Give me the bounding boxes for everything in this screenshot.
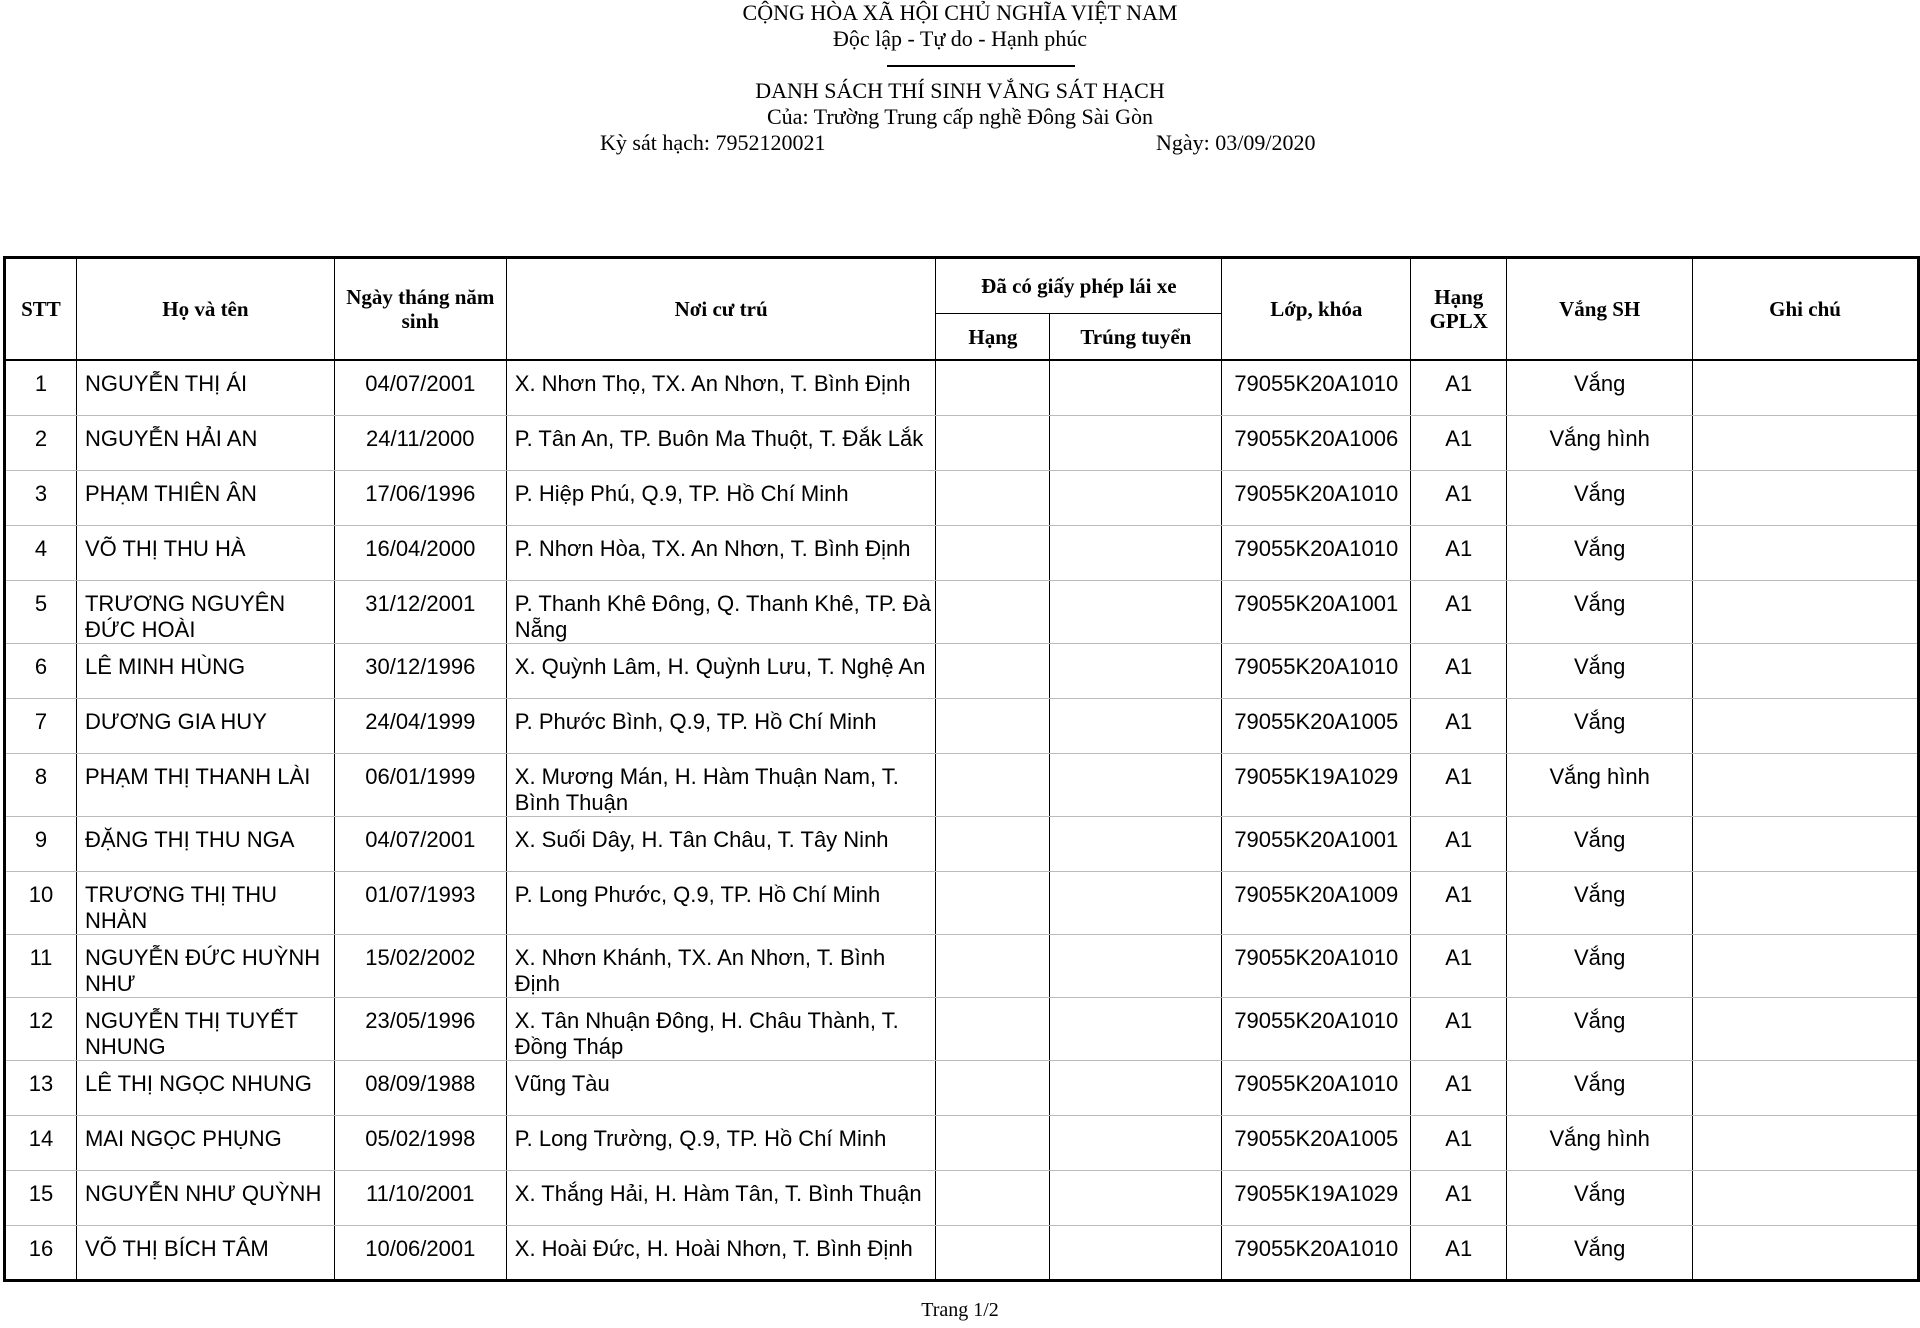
col-absent: Vắng SH: [1507, 258, 1693, 361]
cell-name: NGUYỄN HẢI AN: [76, 415, 334, 470]
cell-license-class: [936, 1060, 1050, 1115]
cell-gplx: A1: [1411, 470, 1507, 525]
cell-residence: P. Hiệp Phú, Q.9, TP. Hồ Chí Minh: [506, 470, 936, 525]
cell-residence: P. Phước Bình, Q.9, TP. Hồ Chí Minh: [506, 698, 936, 753]
cell-stt: 11: [5, 934, 77, 997]
table-row: [5, 1225, 1919, 1280]
cell-name: VÕ THỊ BÍCH TÂM: [76, 1225, 334, 1280]
exam-session: Kỳ sát hạch: 7952120021: [600, 130, 826, 155]
cell-name: ĐẶNG THỊ THU NGA: [76, 816, 334, 871]
col-name: Họ và tên: [76, 258, 334, 361]
cell-stt: 16: [5, 1225, 77, 1280]
cell-name: NGUYỄN THỊ TUYẾT NHUNG: [76, 997, 334, 1060]
cell-residence: P. Thanh Khê Đông, Q. Thanh Khê, TP. Đà Nẵng: [506, 580, 936, 643]
cell-residence: X. Hoài Đức, H. Hoài Nhơn, T. Bình Định: [506, 1225, 936, 1280]
cell-name: PHẠM THỊ THANH LÀI: [76, 753, 334, 816]
col-license-group: Đã có giấy phép lái xe: [936, 258, 1222, 314]
cell-dob: 10/06/2001: [334, 1225, 506, 1280]
cell-class-course: 79055K20A1006: [1222, 415, 1411, 470]
cell-name: LÊ THỊ NGỌC NHUNG: [76, 1060, 334, 1115]
cell-stt: 10: [5, 871, 77, 934]
cell-license-pass: [1050, 1225, 1222, 1280]
cell-license-class: [936, 525, 1050, 580]
cell-residence: Vũng Tàu: [506, 1060, 936, 1115]
table-row: [5, 360, 1919, 415]
cell-license-pass: [1050, 415, 1222, 470]
cell-license-pass: [1050, 360, 1222, 415]
cell-dob: 04/07/2001: [334, 816, 506, 871]
cell-dob: 06/01/1999: [334, 753, 506, 816]
cell-class-course: 79055K20A1010: [1222, 470, 1411, 525]
cell-gplx: A1: [1411, 871, 1507, 934]
cell-license-pass: [1050, 1060, 1222, 1115]
cell-stt: 4: [5, 525, 77, 580]
cell-absent: Vắng: [1507, 1225, 1693, 1280]
absent-candidates-table: [3, 256, 1920, 1282]
col-class-course: Lớp, khóa: [1222, 258, 1411, 361]
cell-dob: 11/10/2001: [334, 1170, 506, 1225]
cell-name: PHẠM THIÊN ÂN: [76, 470, 334, 525]
cell-gplx: A1: [1411, 698, 1507, 753]
cell-stt: 6: [5, 643, 77, 698]
cell-dob: 17/06/1996: [334, 470, 506, 525]
cell-class-course: 79055K20A1001: [1222, 580, 1411, 643]
table-row: [5, 871, 1919, 934]
cell-license-pass: [1050, 1170, 1222, 1225]
cell-note: [1693, 816, 1919, 871]
cell-residence: X. Nhơn Thọ, TX. An Nhơn, T. Bình Định: [506, 360, 936, 415]
cell-note: [1693, 643, 1919, 698]
cell-dob: 05/02/1998: [334, 1115, 506, 1170]
cell-license-pass: [1050, 525, 1222, 580]
cell-class-course: 79055K20A1001: [1222, 816, 1411, 871]
cell-gplx: A1: [1411, 1060, 1507, 1115]
cell-license-class: [936, 997, 1050, 1060]
cell-license-pass: [1050, 643, 1222, 698]
cell-stt: 8: [5, 753, 77, 816]
cell-license-class: [936, 415, 1050, 470]
cell-gplx: A1: [1411, 816, 1507, 871]
table-row: [5, 753, 1919, 816]
cell-gplx: A1: [1411, 1170, 1507, 1225]
cell-stt: 5: [5, 580, 77, 643]
cell-name: DƯƠNG GIA HUY: [76, 698, 334, 753]
cell-license-pass: [1050, 470, 1222, 525]
cell-residence: P. Long Phước, Q.9, TP. Hồ Chí Minh: [506, 871, 936, 934]
cell-note: [1693, 415, 1919, 470]
cell-dob: 01/07/1993: [334, 871, 506, 934]
cell-license-pass: [1050, 1115, 1222, 1170]
page-number: Trang 1/2: [921, 1299, 999, 1321]
cell-license-class: [936, 360, 1050, 415]
cell-gplx: A1: [1411, 753, 1507, 816]
cell-residence: X. Thắng Hải, H. Hàm Tân, T. Bình Thuận: [506, 1170, 936, 1225]
cell-residence: P. Long Trường, Q.9, TP. Hồ Chí Minh: [506, 1115, 936, 1170]
cell-gplx: A1: [1411, 415, 1507, 470]
cell-absent: Vắng hình: [1507, 1115, 1693, 1170]
cell-absent: Vắng: [1507, 871, 1693, 934]
cell-note: [1693, 997, 1919, 1060]
cell-gplx: A1: [1411, 580, 1507, 643]
cell-license-pass: [1050, 997, 1222, 1060]
cell-class-course: 79055K20A1005: [1222, 698, 1411, 753]
cell-dob: 08/09/1988: [334, 1060, 506, 1115]
cell-stt: 15: [5, 1170, 77, 1225]
cell-note: [1693, 1060, 1919, 1115]
cell-absent: Vắng: [1507, 643, 1693, 698]
table-row: [5, 816, 1919, 871]
cell-license-class: [936, 871, 1050, 934]
cell-class-course: 79055K20A1010: [1222, 525, 1411, 580]
cell-note: [1693, 360, 1919, 415]
header-divider: [887, 65, 1075, 67]
col-note: Ghi chú: [1693, 258, 1919, 361]
table-row: [5, 997, 1919, 1060]
cell-class-course: 79055K20A1010: [1222, 643, 1411, 698]
cell-class-course: 79055K19A1029: [1222, 1170, 1411, 1225]
cell-license-pass: [1050, 698, 1222, 753]
cell-absent: Vắng: [1507, 1170, 1693, 1225]
cell-license-class: [936, 643, 1050, 698]
cell-dob: 31/12/2001: [334, 580, 506, 643]
cell-gplx: A1: [1411, 997, 1507, 1060]
cell-stt: 13: [5, 1060, 77, 1115]
cell-residence: X. Quỳnh Lâm, H. Quỳnh Lưu, T. Nghệ An: [506, 643, 936, 698]
cell-residence: X. Suối Dây, H. Tân Châu, T. Tây Ninh: [506, 816, 936, 871]
cell-absent: Vắng: [1507, 698, 1693, 753]
table-row: [5, 643, 1919, 698]
cell-note: [1693, 470, 1919, 525]
cell-license-class: [936, 816, 1050, 871]
exam-date: Ngày: 03/09/2020: [1156, 130, 1316, 155]
cell-residence: X. Tân Nhuận Đông, H. Châu Thành, T. Đồng Tháp: [506, 997, 936, 1060]
table-header: [5, 258, 1919, 361]
cell-dob: 15/02/2002: [334, 934, 506, 997]
table-row: [5, 1170, 1919, 1225]
cell-license-pass: [1050, 753, 1222, 816]
cell-dob: 30/12/1996: [334, 643, 506, 698]
cell-gplx: A1: [1411, 525, 1507, 580]
col-stt: STT: [5, 258, 77, 361]
cell-class-course: 79055K19A1029: [1222, 753, 1411, 816]
cell-license-class: [936, 1115, 1050, 1170]
table-row: [5, 580, 1919, 643]
cell-residence: P. Nhơn Hòa, TX. An Nhơn, T. Bình Định: [506, 525, 936, 580]
cell-dob: 24/04/1999: [334, 698, 506, 753]
cell-stt: 3: [5, 470, 77, 525]
cell-license-class: [936, 698, 1050, 753]
table-row: [5, 1115, 1919, 1170]
cell-class-course: 79055K20A1009: [1222, 871, 1411, 934]
cell-class-course: 79055K20A1010: [1222, 1060, 1411, 1115]
cell-absent: Vắng: [1507, 816, 1693, 871]
col-dob: Ngày tháng năm sinh: [334, 258, 506, 361]
cell-note: [1693, 580, 1919, 643]
cell-stt: 7: [5, 698, 77, 753]
cell-note: [1693, 1115, 1919, 1170]
cell-dob: 16/04/2000: [334, 525, 506, 580]
cell-name: MAI NGỌC PHỤNG: [76, 1115, 334, 1170]
cell-absent: Vắng: [1507, 470, 1693, 525]
cell-dob: 23/05/1996: [334, 997, 506, 1060]
table-body: [5, 360, 1919, 1280]
cell-absent: Vắng hình: [1507, 415, 1693, 470]
cell-stt: 2: [5, 415, 77, 470]
cell-class-course: 79055K20A1010: [1222, 1225, 1411, 1280]
cell-license-class: [936, 753, 1050, 816]
cell-class-course: 79055K20A1010: [1222, 997, 1411, 1060]
cell-license-class: [936, 1170, 1050, 1225]
cell-license-pass: [1050, 580, 1222, 643]
cell-residence: X. Nhơn Khánh, TX. An Nhơn, T. Bình Định: [506, 934, 936, 997]
cell-name: NGUYỄN THỊ ÁI: [76, 360, 334, 415]
cell-dob: 04/07/2001: [334, 360, 506, 415]
cell-absent: Vắng: [1507, 580, 1693, 643]
cell-license-class: [936, 580, 1050, 643]
cell-stt: 14: [5, 1115, 77, 1170]
cell-name: NGUYỄN NHƯ QUỲNH: [76, 1170, 334, 1225]
cell-gplx: A1: [1411, 1225, 1507, 1280]
cell-note: [1693, 1225, 1919, 1280]
col-residence: Nơi cư trú: [506, 258, 936, 361]
col-gplx-class: Hạng GPLX: [1411, 258, 1507, 361]
table-row: [5, 470, 1919, 525]
organization-name: Của: Trường Trung cấp nghề Đông Sài Gòn: [767, 104, 1153, 129]
cell-class-course: 79055K20A1010: [1222, 934, 1411, 997]
cell-name: TRƯƠNG THỊ THU NHÀN: [76, 871, 334, 934]
cell-absent: Vắng: [1507, 525, 1693, 580]
col-license-class: Hạng: [936, 314, 1050, 361]
cell-note: [1693, 698, 1919, 753]
cell-note: [1693, 871, 1919, 934]
national-motto: Độc lập - Tự do - Hạnh phúc: [832, 26, 1088, 51]
cell-absent: Vắng hình: [1507, 753, 1693, 816]
cell-stt: 1: [5, 360, 77, 415]
table-row: [5, 525, 1919, 580]
country-name: CỘNG HÒA XÃ HỘI CHỦ NGHĨA VIỆT NAM: [742, 0, 1178, 25]
cell-license-pass: [1050, 934, 1222, 997]
cell-absent: Vắng: [1507, 934, 1693, 997]
table-row: [5, 698, 1919, 753]
cell-gplx: A1: [1411, 360, 1507, 415]
cell-license-class: [936, 470, 1050, 525]
cell-gplx: A1: [1411, 1115, 1507, 1170]
cell-absent: Vắng: [1507, 1060, 1693, 1115]
cell-gplx: A1: [1411, 643, 1507, 698]
cell-name: TRƯƠNG NGUYÊN ĐỨC HOÀI: [76, 580, 334, 643]
cell-license-class: [936, 934, 1050, 997]
cell-note: [1693, 1170, 1919, 1225]
cell-license-class: [936, 1225, 1050, 1280]
cell-class-course: 79055K20A1010: [1222, 360, 1411, 415]
document-title: DANH SÁCH THÍ SINH VẮNG SÁT HẠCH: [755, 78, 1165, 103]
cell-note: [1693, 525, 1919, 580]
cell-absent: Vắng: [1507, 997, 1693, 1060]
cell-stt: 9: [5, 816, 77, 871]
cell-gplx: A1: [1411, 934, 1507, 997]
cell-license-pass: [1050, 871, 1222, 934]
cell-dob: 24/11/2000: [334, 415, 506, 470]
cell-note: [1693, 934, 1919, 997]
cell-absent: Vắng: [1507, 360, 1693, 415]
col-license-pass: Trúng tuyển: [1050, 314, 1222, 361]
cell-name: VÕ THỊ THU HÀ: [76, 525, 334, 580]
table-row: [5, 1060, 1919, 1115]
table-row: [5, 934, 1919, 997]
cell-residence: P. Tân An, TP. Buôn Ma Thuột, T. Đắk Lắk: [506, 415, 936, 470]
cell-name: LÊ MINH HÙNG: [76, 643, 334, 698]
cell-license-pass: [1050, 816, 1222, 871]
cell-name: NGUYỄN ĐỨC HUỲNH NHƯ: [76, 934, 334, 997]
cell-stt: 12: [5, 997, 77, 1060]
cell-note: [1693, 753, 1919, 816]
table-row: [5, 415, 1919, 470]
cell-class-course: 79055K20A1005: [1222, 1115, 1411, 1170]
cell-residence: X. Mương Mán, H. Hàm Thuận Nam, T. Bình Thuận: [506, 753, 936, 816]
